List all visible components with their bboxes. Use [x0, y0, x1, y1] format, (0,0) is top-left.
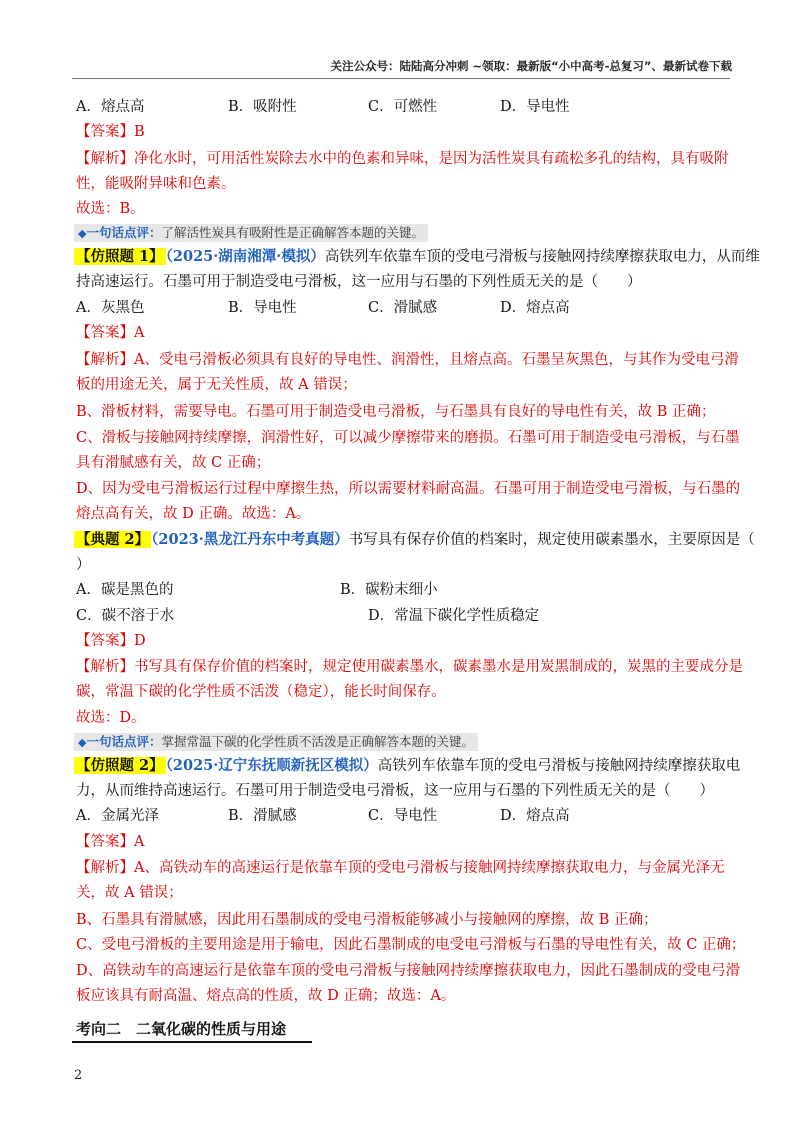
q3-analysis-line-3: B、石墨具有滑腻感，因此用石墨制成的受电弓滑板能够减小与接触网的摩擦，故 B 正确；: [76, 912, 658, 928]
analysis-text: A、高铁动车的高速运行是依靠车顶的受电弓滑板与接触网持续摩擦获取电力，与金属光泽无: [134, 860, 725, 876]
q3-stem-text: 高铁列车依靠车顶的受电弓滑板与接触网持续摩擦获取电: [377, 758, 741, 774]
diamond-icon: ◆: [78, 227, 87, 240]
q2-option-d: D．常温下碳化学性质稳定: [368, 608, 540, 624]
q1-stem-line-2: 持高速运行。石墨可用于制造受电弓滑板，这一应用与石墨的下列性质无关的是（ ）: [76, 274, 642, 290]
q1-answer: 【答案】A: [76, 325, 145, 341]
q1-analysis-line-1: [76, 350, 739, 370]
analysis-text: 净化水时，可用活性炭除去水中的色素和异味，是因为活性炭具有疏松多孔的结构，具有吸附: [134, 151, 729, 167]
q2-analysis-line-1: [76, 657, 743, 677]
header-note: 关注公众号：陆陆高分冲刺 ~领取：最新版“小中高考-总复习”、最新试卷下载: [330, 59, 732, 73]
q0-answer: 【答案】B: [76, 124, 145, 140]
q1-option-b: B．导电性: [228, 300, 297, 316]
q3-analysis-line-4: C、受电弓滑板的主要用途是用于输电，因此石墨制成的电受电弓滑板与石墨的导电性有关，故 C 正确；: [76, 937, 746, 953]
q2-choose: 故选：D。: [76, 710, 146, 726]
q2-comment: [74, 733, 478, 751]
q1-analysis-line-7: 熔点高有关，故 D 正确。故选：A。: [76, 506, 311, 522]
q1-option-a: A．灰黑色: [76, 300, 145, 316]
q2-stem-line-2: ）: [76, 557, 91, 573]
q2-answer: 【答案】D: [76, 633, 146, 649]
q3-analysis-line-1: [76, 858, 724, 878]
q3-analysis-line-6: 板应该具有耐高温、熔点高的性质，故 D 正确；故选：A。: [76, 988, 456, 1004]
q3-stem-line-2: 力，从而维持高速运行。石墨可用于制造受电弓滑板，这一应用与石墨的下列性质无关的是（ ）: [76, 783, 714, 799]
q1-analysis-line-2: 板的用途无关，属于无关性质，故 A 错误；: [76, 377, 357, 393]
analysis-text: 书写具有保存价值的档案时，规定使用碳素墨水，碳素墨水是用炭黑制成的，炭黑的主要成分是: [134, 659, 743, 675]
page-number: 2: [74, 1068, 83, 1083]
q3-option-a: A．金属光泽: [76, 808, 159, 824]
q0-option-d: D．导电性: [500, 99, 570, 115]
q2-option-a: A．碳是黑色的: [76, 582, 174, 598]
comment-label: 一句话点评：: [86, 734, 162, 749]
q3-option-d: D．熔点高: [500, 808, 570, 824]
q3-answer: 【答案】A: [76, 834, 145, 850]
section-underline: [72, 1041, 312, 1043]
q3-tag: 【仿照题 2】: [76, 757, 164, 774]
analysis-label: 【解析】: [76, 860, 134, 876]
q2-stem-text: 书写具有保存价值的档案时，规定使用碳素墨水，主要原因是（: [348, 532, 755, 548]
analysis-label: 【解析】: [76, 352, 134, 368]
q1-analysis-line-4: C、滑板与接触网持续摩擦，润滑性好，可以减少摩擦带来的磨损。石墨可用于制造受电弓滑板，与石墨: [76, 430, 740, 446]
q1-option-c: C．滑腻感: [368, 300, 438, 316]
q2-option-c: C．碳不溶于水: [76, 608, 175, 624]
header-divider: [72, 78, 730, 79]
q2-analysis-line-2: 碳，常温下碳的化学性质不活泼（稳定），能长时间保存。: [76, 684, 446, 700]
q1-analysis-line-3: B、滑板材料，需要导电。石墨可用于制造受电弓滑板，与石墨具有良好的导电性有关，故 B 正确；: [76, 404, 716, 420]
q1-source: （2025·湖南湘潭·模拟）: [165, 248, 325, 265]
q0-option-a: A．熔点高: [76, 99, 145, 115]
q0-choose: 故选：B。: [76, 201, 145, 217]
analysis-label: 【解析】: [76, 659, 134, 675]
q0-option-c: C．可燃性: [368, 99, 438, 115]
q1-analysis-line-5: 具有滑腻感有关，故 C 正确；: [76, 455, 271, 471]
comment-label: 一句话点评：: [86, 225, 162, 240]
q1-option-d: D．熔点高: [500, 300, 570, 316]
q0-comment: [74, 224, 428, 242]
q3-stem-line-1: [74, 756, 740, 776]
section-heading: 考向二 二氧化碳的性质与用途: [76, 1020, 287, 1038]
q3-source: （2025·辽宁东抚顺新抚区模拟）: [165, 757, 378, 774]
q3-analysis-line-5: D、高铁动车的高速运行是依靠车顶的受电弓滑板与接触网持续摩擦获取电力，因此石墨制成的受电弓滑: [76, 963, 741, 979]
q1-stem-text: 高铁列车依靠车顶的受电弓滑板与接触网持续摩擦获取电力，从而维: [324, 249, 760, 265]
diamond-icon: ◆: [78, 736, 87, 749]
q3-analysis-line-2: 关，故 A 错误；: [76, 885, 183, 901]
analysis-label: 【解析】: [76, 151, 134, 167]
comment-text: 掌握常温下碳的化学性质不活泼是正确解答本题的关键。: [161, 734, 474, 749]
q0-analysis-line-2: 性，能吸附异味和色素。: [76, 176, 236, 192]
q2-source: （2023·黑龙江丹东中考真题）: [151, 531, 349, 548]
q2-stem-line-1: [74, 530, 755, 550]
q3-option-c: C．导电性: [368, 808, 438, 824]
q1-tag: 【仿照题 1】: [76, 248, 164, 265]
q1-stem-line-1: [74, 247, 760, 267]
q2-tag: 【典题 2】: [76, 531, 150, 548]
analysis-text: A、受电弓滑板必须具有良好的导电性、润滑性，且熔点高。石墨呈灰黑色，与其作为受电弓滑: [134, 352, 739, 368]
q0-analysis-line-1: [76, 149, 729, 169]
q1-analysis-line-6: D、因为受电弓滑板运行过程中摩擦生热，所以需要材料耐高温。石墨可用于制造受电弓滑板，与石墨的: [76, 481, 741, 497]
q3-option-b: B．滑腻感: [228, 808, 297, 824]
comment-text: 了解活性炭具有吸附性是正确解答本题的关键。: [161, 225, 424, 240]
q0-option-b: B．吸附性: [228, 99, 297, 115]
q2-option-b: B．碳粉末细小: [340, 582, 438, 598]
